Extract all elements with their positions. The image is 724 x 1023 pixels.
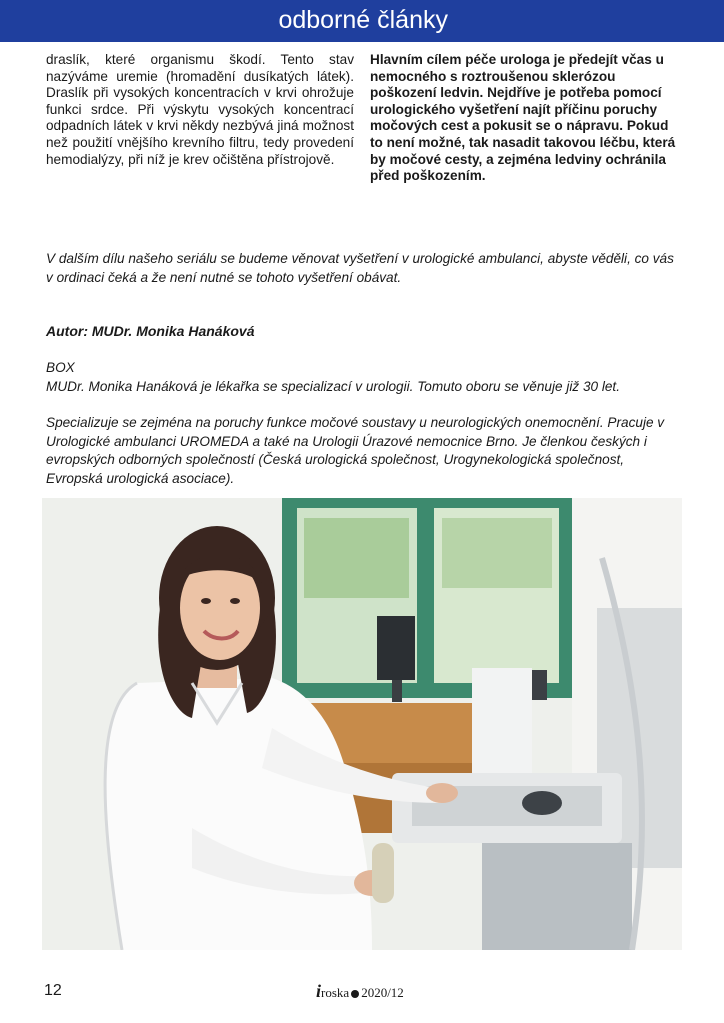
magazine-name: roska bbox=[321, 985, 350, 1000]
box-intro-line: MUDr. Monika Hanáková je lékařka se specializací v urologii. Tomuto oboru se věnuje již 30 let. bbox=[46, 378, 620, 394]
page-number: 12 bbox=[44, 982, 62, 999]
magazine-issue: 2020/12 bbox=[361, 985, 404, 1000]
article-left-column: draslík, které organismu škodí. Tento stav nazýváme uremie (hromadění dusíkatých látek). Draslík při vysokých koncentracích v krvi ohrožuje funkci srdce. Při výskytu vysokých koncentrací odpadních látek v krvi někdy nezbývá jiná možnost než použití vnějšího krevního filtru, tedy provedení hemodialýzy, při níž je krev očištěna přístrojově. bbox=[46, 52, 354, 167]
author-info-box bbox=[46, 359, 682, 488]
box-label: BOX bbox=[46, 360, 75, 375]
article-right-column-highlight: Hlavním cílem péče urologa je předejít včas u nemocného s roztroušenou sklerózou poškození ledvin. Nejdříve je potřeba pomocí urologického vyšetření najít příčinu poruchy močových cest a pokusit se o nápravu. Pokud to není možné, tak nasadit takovou léčbu, která by močové cesty, a zejména ledviny ochránila před poškozením. bbox=[370, 52, 676, 184]
series-next-part-note: V dalším dílu našeho seriálu se budeme věnovat vyšetření v urologické ambulanci, abyste věděli, co vás v ordinaci čeká a že není nutné se tohoto vyšetření obávat. bbox=[46, 251, 674, 285]
magazine-issue-label bbox=[316, 983, 404, 1001]
section-title: odborné články bbox=[278, 6, 448, 34]
magazine-logo-letter: i bbox=[316, 981, 322, 1001]
doctor-ultrasound-photo bbox=[42, 498, 682, 950]
section-header-bar bbox=[0, 0, 724, 42]
article-author: Autor: MUDr. Monika Hanáková bbox=[46, 323, 255, 339]
separator-dot bbox=[351, 990, 359, 998]
box-paragraph: Specializuje se zejména na poruchy funkce močové soustavy u neurologických onemocnění. Pracuje v Urologické ambulanci UROMEDA a také na Urologii Úrazové nemocnice Brno. Je členkou českých i evropských odborných společností (Česká urologická společnost, Urogynekologická společnost, Evropská urologická asociace). bbox=[46, 415, 665, 486]
